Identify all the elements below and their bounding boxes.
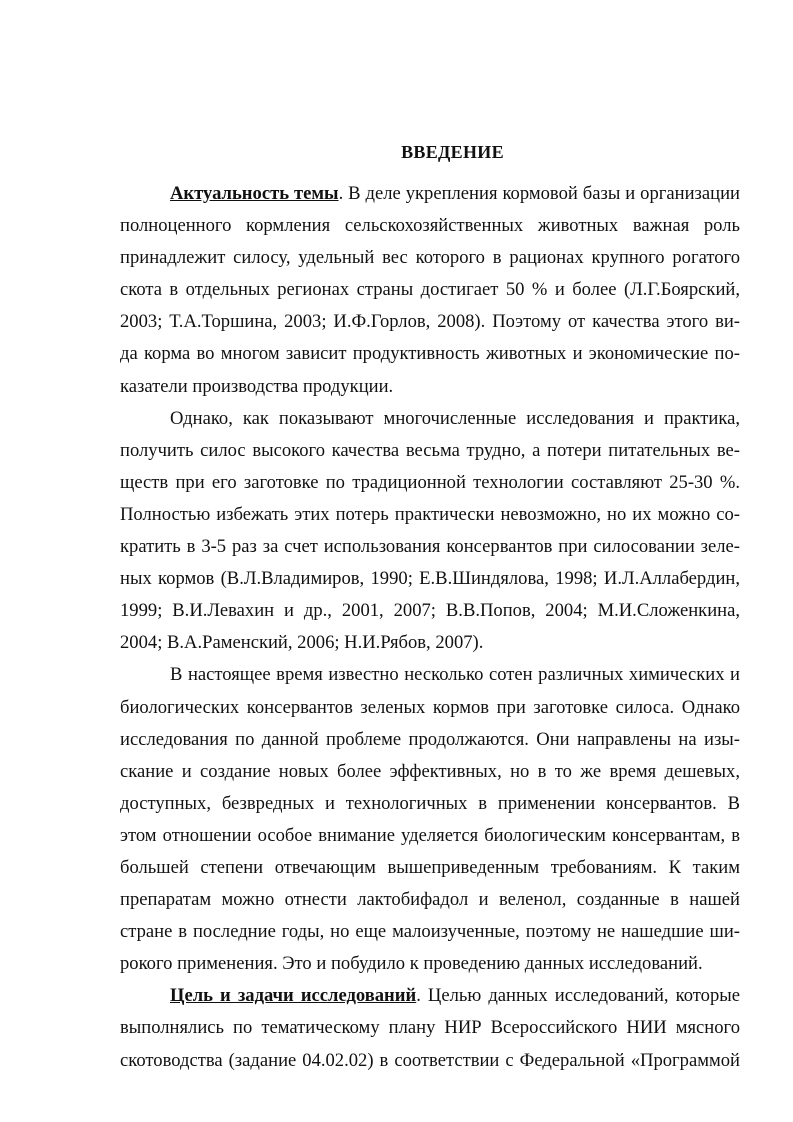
paragraph-1-line-5: 2003; Т.А.Торшина, 2003; И.Ф.Горлов, 2008). Поэтому от качества этого ви- <box>120 311 740 333</box>
paragraph-3-line-9: стране в последние годы, но еще малоизученные, поэтому не нашедшие ши- <box>120 921 740 943</box>
paragraph-2-line-4: Полностью избежать этих потерь практически невозможно, но их можно со- <box>120 503 740 525</box>
paragraph-2-line-1: Однако, как показывают многочисленные исследования и практика, <box>170 407 740 429</box>
paragraph-1-line-2: полноценного кормления сельскохозяйственных животных важная роль <box>120 215 740 237</box>
paragraph-1-line-1: Актуальность темы. В деле укрепления кормовой базы и организации <box>170 183 740 204</box>
paragraph-3-line-8: препаратам можно отнести лактобифадол и веленол, созданные в нашей <box>120 889 740 911</box>
paragraph-3-line-2: биологических консервантов зеленых кормов при заготовке силоса. Однако <box>120 696 740 718</box>
paragraph-3-line-5: доступных, безвредных и технологичных в применении консервантов. В <box>120 792 740 814</box>
paragraph-1-line-4: скота в отдельных регионах страны достигает 50 % и более (Л.Г.Боярский, <box>120 279 740 301</box>
goals-label: Цель и задачи исследований <box>170 985 417 1007</box>
paragraph-3-line-10: рокого применения. Это и побудило к проведению данных исследований. <box>120 953 703 975</box>
topic-relevance-label: Актуальность темы <box>170 183 339 204</box>
section-heading: ВВЕДЕНИЕ <box>401 142 504 162</box>
paragraph-3-line-3: исследования по данной проблеме продолжаются. Они направлены на изы- <box>120 728 740 750</box>
paragraph-1-line-3: принадлежит силосу, удельный вес которого в рационах крупного рогатого <box>120 247 740 269</box>
paragraph-3-line-7: большей степени отвечающим вышеприведенным требованиям. К таким <box>120 856 740 878</box>
paragraph-2-line-2: получить силос высокого качества весьма трудно, а потери питательных ве- <box>120 439 740 461</box>
paragraph-1-line-7: казатели производства продукции. <box>120 375 394 397</box>
paragraph-3-line-1: В настоящее время известно несколько сотен различных химических и <box>170 664 740 686</box>
paragraph-2-line-3: ществ при его заготовке по традиционной технологии составляют 25-30 %. <box>120 471 740 493</box>
paragraph-4-line-3: скотоводства (задание 04.02.02) в соответствии с Федеральной «Программой <box>120 1049 740 1071</box>
paragraph-4-line-1: Цель и задачи исследований. Целью данных исследований, которые <box>170 985 740 1007</box>
paragraph-3-line-4: скание и создание новых более эффективных, но в то же время дешевых, <box>120 760 740 782</box>
paragraph-2-line-6: ных кормов (В.Л.Владимиров, 1990; Е.В.Шиндялова, 1998; И.Л.Аллабердин, <box>120 568 740 590</box>
paragraph-1-line-6: да корма во многом зависит продуктивность животных и экономические по- <box>120 343 740 365</box>
paragraph-2-line-8: 2004; В.А.Раменский, 2006; Н.И.Рябов, 2007). <box>120 632 484 654</box>
paragraph-4-line-2: выполнялись по тематическому плану НИР Всероссийского НИИ мясного <box>120 1017 740 1039</box>
body-text <box>120 178 740 1077</box>
paragraph-3-line-6: этом отношении особое внимание уделяется биологическим консервантам, в <box>120 824 740 846</box>
paragraph-2-line-7: 1999; В.И.Левахин и др., 2001, 2007; В.В.Попов, 2004; М.И.Сложенкина, <box>120 600 740 622</box>
paragraph-2-line-5: кратить в 3-5 раз за счет использования консервантов при силосовании зеле- <box>120 536 740 558</box>
